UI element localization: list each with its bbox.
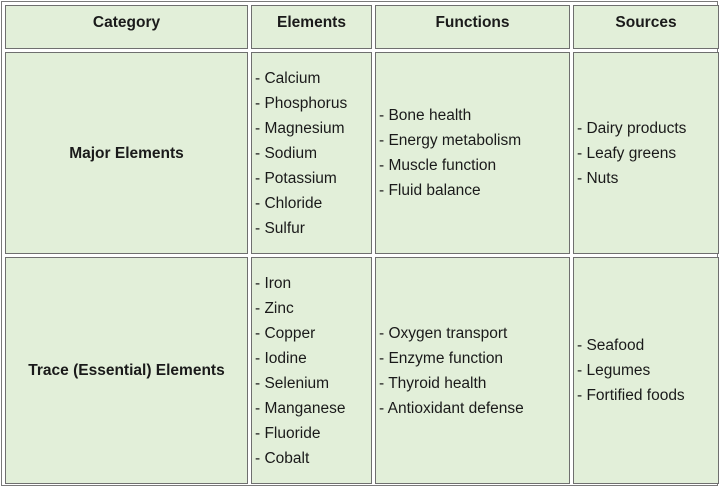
list-item: - Cobalt (255, 446, 371, 471)
category-cell: Major Elements (5, 52, 248, 254)
header-elements: Elements (251, 5, 372, 49)
list-item: - Sodium (255, 141, 371, 166)
list-item: - Magnesium (255, 116, 371, 141)
list-item: - Potassium (255, 166, 371, 191)
header-category: Category (5, 5, 248, 49)
list-item: - Oxygen transport (379, 321, 569, 346)
list-item: - Chloride (255, 191, 371, 216)
list-item: - Legumes (577, 358, 718, 383)
table-row-major-elements (5, 52, 719, 254)
functions-cell (375, 257, 570, 484)
minerals-table-container (1, 1, 718, 486)
header-sources: Sources (573, 5, 719, 49)
list-item: - Sulfur (255, 216, 371, 241)
functions-list (379, 321, 569, 421)
table-row-trace-elements (5, 257, 719, 484)
list-item: - Nuts (577, 166, 718, 191)
sources-list (577, 333, 718, 408)
header-row (5, 5, 719, 49)
elements-cell (251, 257, 372, 484)
category-cell: Trace (Essential) Elements (5, 257, 248, 484)
list-item: - Antioxidant defense (379, 396, 569, 421)
list-item: - Seafood (577, 333, 718, 358)
sources-cell (573, 52, 719, 254)
list-item: - Muscle function (379, 153, 569, 178)
sources-list (577, 116, 718, 191)
functions-list (379, 103, 569, 203)
elements-list (255, 66, 371, 241)
list-item: - Selenium (255, 371, 371, 396)
list-item: - Dairy products (577, 116, 718, 141)
list-item: - Enzyme function (379, 346, 569, 371)
list-item: - Leafy greens (577, 141, 718, 166)
list-item: - Thyroid health (379, 371, 569, 396)
header-functions: Functions (375, 5, 570, 49)
minerals-table (2, 2, 719, 487)
list-item: - Fortified foods (577, 383, 718, 408)
list-item: - Fluoride (255, 421, 371, 446)
list-item: - Energy metabolism (379, 128, 569, 153)
elements-cell (251, 52, 372, 254)
elements-list (255, 271, 371, 471)
list-item: - Manganese (255, 396, 371, 421)
list-item: - Iodine (255, 346, 371, 371)
list-item: - Fluid balance (379, 178, 569, 203)
list-item: - Phosphorus (255, 91, 371, 116)
list-item: - Zinc (255, 296, 371, 321)
sources-cell (573, 257, 719, 484)
list-item: - Copper (255, 321, 371, 346)
list-item: - Iron (255, 271, 371, 296)
functions-cell (375, 52, 570, 254)
list-item: - Calcium (255, 66, 371, 91)
list-item: - Bone health (379, 103, 569, 128)
